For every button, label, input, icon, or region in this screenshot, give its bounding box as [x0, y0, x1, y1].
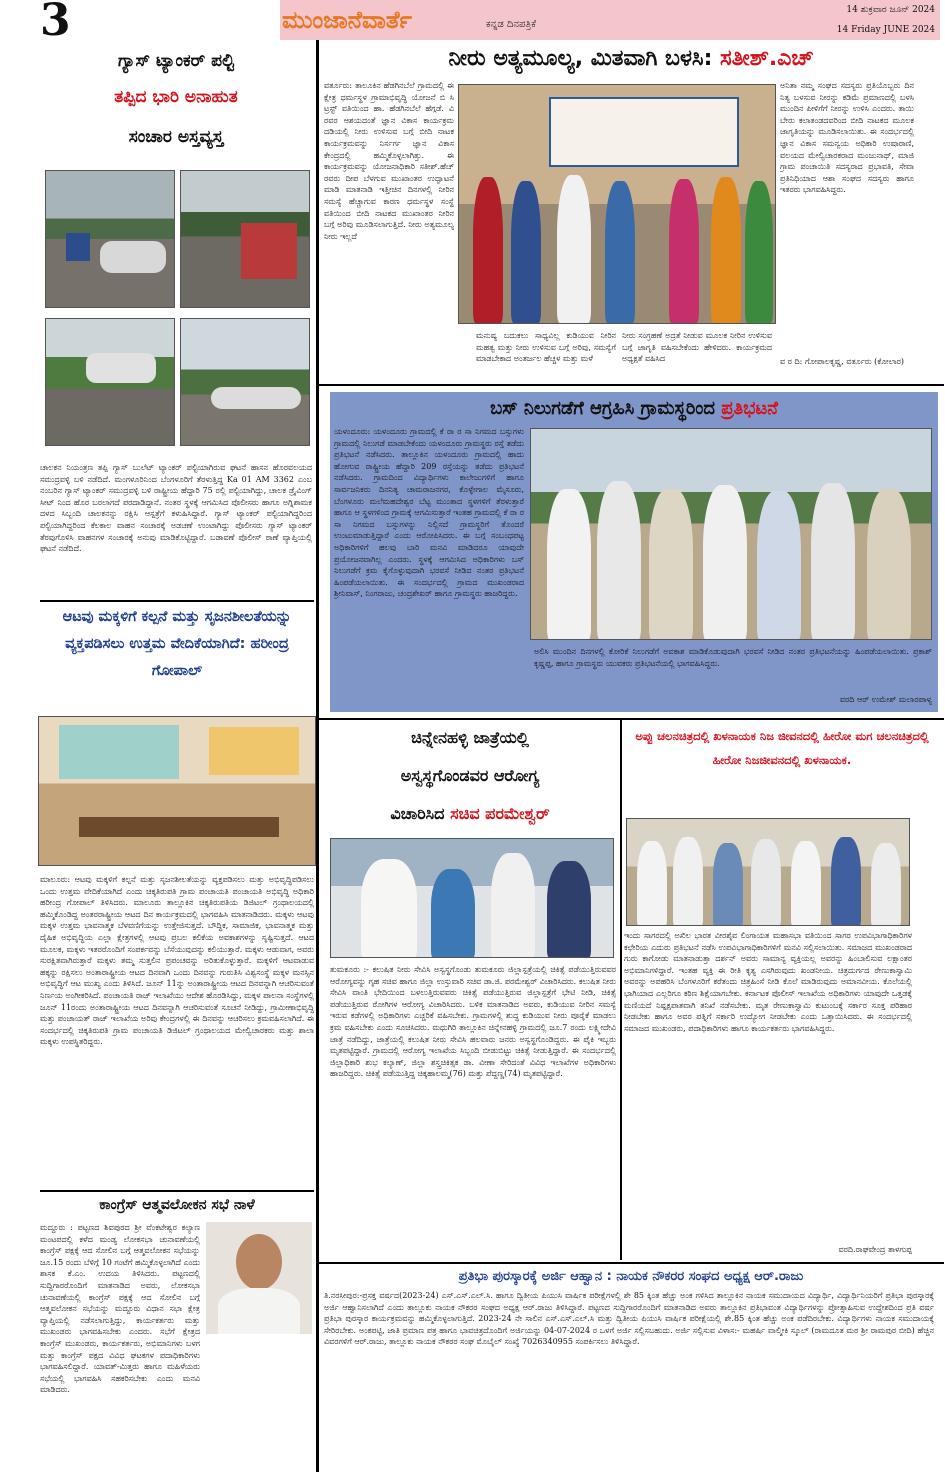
- minister-headline-2: ಅಸ್ವಸ್ಥಗೊಂಡವರ ಆರೋಗ್ಯ: [400, 766, 540, 785]
- person-shape: [703, 485, 747, 640]
- truck-shape: [66, 233, 90, 261]
- children-photo: [38, 716, 316, 866]
- bullet-tank-shape: [211, 387, 301, 409]
- children-headline: ಆಟವು ಮಕ್ಕಳಿಗೆ ಕಲ್ಪನೆ ಮತ್ತು ಸೃಜನಶೀಲತೆಯನ್ನು ವ್ಯಕ್ತಪಡಿಸಲು ಉತ್ತಮ ವೇದಿಕೆಯಾಗಿದೆ: ಹರೀಂದ್ರ ಗೋಪಾಲ್: [62, 609, 292, 679]
- column-divider: [316, 40, 319, 1472]
- divider: [318, 1262, 944, 1264]
- divider: [40, 1190, 314, 1192]
- person-shape: [597, 481, 641, 640]
- person-shape: [557, 175, 591, 323]
- divider: [318, 384, 944, 386]
- water-headline-black: ನೀರು ಅತ್ಯಮೂಲ್ಯ, ಮಿತವಾಗಿ ಬಳಸಿ:: [448, 46, 713, 71]
- column-divider: [620, 720, 622, 1260]
- appu-headline: ಅಪ್ಪು ಚಲನಚಿತ್ರದಲ್ಲಿ ಖಳನಾಯಕ ನಿಜ ಜೀವನದಲ್ಲಿ ಹೀರೋ ಮಗ ಚಲನಚಿತ್ರದಲ್ಲಿ ಹೀರೋ ನಿಜಜೀವನದಲ್ಲಿ ಖಳನಾಯಕ.: [635, 729, 929, 767]
- tanker-cab-shape: [241, 223, 297, 279]
- table-shape: [79, 817, 279, 837]
- portrait-head: [236, 1234, 282, 1290]
- water-headline: [322, 40, 940, 78]
- person-shape: [431, 869, 475, 958]
- person-shape: [871, 843, 901, 926]
- person-shape: [637, 841, 667, 926]
- page-number: 3: [40, 0, 71, 42]
- mural-shape-2: [209, 727, 299, 775]
- person-shape: [751, 839, 781, 926]
- children-body: ಮಾಲೂರು: ಆಟವು ಮಕ್ಕಳಿಗೆ ಕಲ್ಪನೆ ಮತ್ತು ಸೃಜನಶೀಲತೆಯನ್ನು ವ್ಯಕ್ತಪಡಿಸಲು ಮತ್ತು ಅಭಿವೃದ್ಧಿಪಡಿಸಲು ಒಂದು ಉತ್ತಮ ವೇದಿಕೆಯಾಗಿದೆ ಎಂದು ಚಿಕ್ಕತಿರುಪತಿ ಗ್ರಾಮ ಪಂಚಾಯತಿ ಪಂಚಾಯತಿ ಅಭಿವೃದ್ಧಿ ಅಧಿಕಾರಿ ಹರೀಂದ್ರ ಗೋಪಾಲ್ ತಿಳಿಸಿದರು. ಮಾಲೂರು ತಾಲ್ಲೂಕಿನ ಚಿಕ್ಕತಿರುಪತಿಯ ಡಿಜಿಟಲ್ ಗ್ರಂಥಾಲಯದಲ್ಲಿ ಹಮ್ಮಿಕೊಂಡಿದ್ದ ಅಂತರರಾಷ್ಟ್ರೀಯ ಆಟದ ದಿನ ಕಾರ್ಯಕ್ರಮದಲ್ಲಿ ಭಾಗವಹಿಸಿ ಮಾತನಾಡಿದರು. ಮಕ್ಕಳು ಆಟವು ಮಕ್ಕಳ ಉತ್ತಮ ಭಾವನಾತ್ಮಕ ಬೆಳವಣಿಗೆಯನ್ನು ಉತ್ತೇಜಿಸುತ್ತದೆ. ಬೌದ್ಧಿಕ, ಸಾಮಾಜಿಕ, ಭಾವನಾತ್ಮಕ ಮತ್ತು ದೈಹಿಕ ಅಭಿವೃದ್ಧಿಯ ಎಲ್ಲಾ ಕ್ಷೇತ್ರಗಳಲ್ಲಿ ಆಟವು ಪ್ರಬಲ ಕಲಿಕೆಯ ಅವಕಾಶಗಳನ್ನು ಸೃಷ್ಟಿಸುತ್ತದೆ. ಆಟದ ಮೂಲಕ, ಮಕ್ಕಳು ಇತರರೊಂದಿಗೆ ಸಂಪರ್ಕವನ್ನು ಬೆಸೆಯುವುದನ್ನು ಕಲಿಯುತ್ತಾರೆ. ಮಕ್ಕಳು ಆಡುವಾಗ, ಅವರು ಸುರಕ್ಷಿತವಾಗಿರುತ್ತಾರೆ ಮಕ್ಕಳು ತಮ್ಮ ಸುತ್ತಲಿನ ಪ್ರಪಂಚವನ್ನು ಅರಿತುಕೊಳ್ಳುತ್ತಾರೆ. ಮಕ್ಕಳಿಗೆ ಆಟವಾಡುವ ಹಕ್ಕನ್ನು ರಕ್ಷಿಸಲು ಅಂತಾರಾಷ್ಟ್ರೀಯ ಆಟದ ದಿನವಾಗಿ ಒಂದು ದಿನವನ್ನು ಗುರುತಿಸಿ ವಿಶ್ವಸಂಸ್ಥೆ ಮಕ್ಕಳ ಮನಸ್ಸಿನ ಅಭಿವೃದ್ಧಿಗೆ ಆಟ ಮುಖ್ಯ ಎಂದು ತಿಳಿಸಿದೆ. ಜೂನ್ 11ನ್ನು ಅಂತಾರಾಷ್ಟ್ರೀಯ ಆಟದ ದಿನವನ್ನಾಗಿ ಆಚರಿಸುವಂತೆ ನಿರ್ಣಯ ಅಂಗೀಕರಿಸಿದೆ. ಪಂಚಾಯತಿ ರಾಜ್ ಇಲಾಖೆಯು ಆದೇಶ ಹೊರಡಿಸಿದ್ದು, ಮಕ್ಕಳ ಪಾಲನಾ ಸಂಸ್ಥೆಗಳಲ್ಲಿ ಜೂನ್ 11ರಂದು ಅಂತಾರಾಷ್ಟ್ರೀಯ ಆಟದ ದಿನವನ್ನಾಗಿ ಆಚರಿಸುವಂತೆ ಸೂಚನೆ ನೀಡಿದ್ದು, ಗ್ರಾಮೀಣಾಭಿವೃದ್ಧಿ ಮತ್ತು ಪಂಚಾಯತ್ ರಾಜ್ ಇಲಾಖೆಯ ಅರಿವು ಕೇಂದ್ರಗಳಲ್ಲಿ ಈ ದಿನವನ್ನು ಆಚರಿಸಲು ಕ್ರಮವಹಿಸಲಾಗಿದೆ. ಈ ಸಂದರ್ಭದಲ್ಲಿ ಚಿಕ್ಕತಿರುಪತಿ ಗ್ರಾಮ ಪಂಚಾಯತಿ ಡಿಜಿಟಲ್ ಗ್ರಂಥಾಲಯದ ಮೇಲ್ವಿಚಾರಕರು ಮತ್ತು ಶಾಲಾ ಮಕ್ಕಳು ಉಪಸ್ಥಿತರಿದ್ದರು.: [40, 875, 314, 1047]
- masthead-tag: ಕನ್ನಡ ದಿನಪತ್ರಿಕೆ: [486, 19, 537, 30]
- person-shape: [713, 843, 743, 926]
- bus-body-bottom: ಅಲಿಸಿ ಮುಂದಿನ ದಿನಗಳಲ್ಲಿ ಕೋರಿಕೆ ನಿಲುಗಡೆಗೆ ಅವಕಾಶ ಮಾಡಿಕೊಡುವುದಾಗಿ ಭರವಸೆ ನೀಡಿದ ನಂತರ ಪ್ರತಿಭಟನೆಯನ್ನು ಹಿಂಪಡೆಯಲಾಯಿತು. ಪ್ರಕಾಶ್ ಕೃಷ್ಣಪ್ಪ, ಹಾಗೂ ಗ್ರಾಮಸ್ಥರು ಯುವಕರು ಪ್ರತಿಭಟನೆಯಲ್ಲಿ ಭಾಗವಹಿಸಿದ್ದರು.: [534, 647, 932, 668]
- minister-headline-1: ಚಿನ್ನೇನಹಳ್ಳಿ ಜಾತ್ರೆಯಲ್ಲಿ: [411, 728, 529, 747]
- water-headline-red: ಸತೀಶ್.ಎಚ್: [720, 46, 814, 71]
- gas-tanker-headline-1: ಗ್ಯಾಸ್ ಟ್ಯಾಂಕರ್ ಪಲ್ಟಿ: [117, 51, 235, 71]
- person-shape: [791, 841, 821, 926]
- divider: [318, 718, 944, 720]
- tanker-photo-2: [180, 170, 310, 308]
- minister-photo: [330, 838, 614, 958]
- appu-byline: ವರದಿ.ರಾಘವೇಂದ್ರ ತಾಳಗುಪ್ಪ: [838, 1245, 912, 1254]
- person-shape: [473, 177, 503, 323]
- divider: [40, 600, 314, 602]
- bus-byline: ವರದಿ ಆರ್ ಉಮೇಶ್ ಮಲಾರಪಾಳ್ಯ: [839, 695, 932, 704]
- banner-shape: [549, 97, 739, 167]
- water-byline: ವ ರ ದಿ: ಗೋಪಾಲಕೃಷ್ಣ, ವರ್ತೂರು (ಕೋಲಾರ): [780, 357, 904, 366]
- minister-headline-3-black: ವಿಚಾರಿಸಿದ: [390, 804, 445, 823]
- masthead-title: ಮುಂಜಾನೆವಾರ್ತೆ: [282, 6, 412, 34]
- person-shape: [711, 177, 741, 323]
- overturned-tanker-shape: [86, 353, 156, 383]
- gas-tanker-headline-3: ಸಂಚಾರ ಅಸ್ತವ್ಯಸ್ತ: [128, 127, 224, 147]
- person-shape: [757, 491, 801, 640]
- tanker-photo-3: [45, 318, 175, 446]
- person-shape: [867, 489, 911, 640]
- portrait-body: [218, 1288, 300, 1334]
- bus-headline-black: ಬಸ್ ನಿಲುಗಡೆಗೆ ಆಗ್ರಹಿಸಿ ಗ್ರಾಮಸ್ಥರಿಂದ: [490, 398, 715, 419]
- congress-body-upper: ಮದ್ದೂರು : ಪಟ್ಟಣದ ಶಿವಪುರದ ಶ್ರೀ ವೆಂಕಟೇಶ್ವರ ಕಲ್ಯಾಣ ಮಂಟಪದಲ್ಲಿ ಕಳೆದ ಮಂಡ್ಯ ಲೋಕಸಭಾ ಚುನಾವಣೆಯಲ್ಲಿ ಕಾಂಗ್ರೆಸ್ ಪಕ್ಷಕ್ಕೆ ಆದ ಸೋಲಿನ ಬಗ್ಗೆ ಆತ್ಮವಲೋಕನ ಸಭೆಯನ್ನು ಜೂ.15 ರಂದು ಬೆಳಿಗ್ಗೆ 10 ಗಂಟೆಗೆ ಹಮ್ಮಿಕೊಳ್ಳಲಾಗಿದೆ ಎಂದು ಶಾಸಕ ಕೆ.ಎಂ. ಉದಯ ತಿಳಿಸಿದರು. ಪಟ್ಟಣದಲ್ಲಿ ಸುದ್ದಿಗಾರರೊಂದಿಗೆ ಮಾತನಾಡಿದ ಅವರು, ಲೋಕಸಭಾ ಚುನಾವಣೆಯಲ್ಲಿ ಕಾಂಗ್ರೆಸ್ ಪಕ್ಷಕ್ಕೆ ಆದ ಸೋಲಿನ ಬಗ್ಗೆ ಆತ್ಮವಲೋಕನ ಸಭೆಯನ್ನು ಮದ್ದೂರು ವಿಧಾನ ಸಭಾ ಕ್ಷೇತ್ರ ವ್ಯಾಪ್ತಿಯಲ್ಲಿ ನಡೆಸಲಾಗುತ್ತಿದ್ದು, ಕಾರ್ಯಕರ್ತರು ಮತ್ತು ಮುಖಂಡರು ಭಾಗವಹಿಸಬೇಕು ಎಂದರು. ಸಭೆಗೆ ಕ್ಷೇತ್ರದ ಕಾಂಗ್ರೆಸ್ ಮುಖಂಡರು, ಕಾರ್ಯಕರ್ತರು, ಅಭಿಮಾನಿಗಳು ಬಳಗ ಮತ್ತು ಕಾಂಗ್ರೆಸ್ ಪಕ್ಷದ ವಿವಿಧ ಘಟಕಗಳ ಪದಾಧಿಕಾರಿಗಳು ಭಾಗವಹಿಸಲಿದ್ದಾರೆ. ಯಾವತ್-ಮಿತ್ತರು ಹಾಗೂ ಮಹಿಳೆಯರು ಸಭೆಯಲ್ಲಿ ಭಾಗವಹಿಸಿ ಸಹಕರಿಸಬೇಕು ಎಂದು ಮನವಿ ಮಾಡಿದರು.: [40, 1223, 200, 1395]
- tanker-shape: [100, 241, 166, 273]
- person-shape: [491, 853, 535, 958]
- person-shape: [605, 181, 635, 323]
- congress-portrait: [206, 1222, 312, 1334]
- person-shape: [649, 489, 693, 640]
- water-right-col: ಅನಿತಾ ನಮ್ಮ ಸಂಘದ ಸದಸ್ಯರು ಪ್ರತಿಯೊಬ್ಬರು ದಿನ ನಿತ್ಯ ಬಳಸುವ ನೀರನ್ನು ಕಡಿಮೆ ಪ್ರಮಾಣದಲ್ಲಿ ಬಳಸಿ ಮುಂದಿನ ಪೀಳಿಗೆಗೆ ನೀರನ್ನು ಉಳಿಸಿ ಎಂದರು. ತಾಯಿ ಬೇರು ಕಲಾತಂಡದವರಿಂದ ಬೀದಿ ನಾಟಕದ ಮೂಲಕ ಜಾಗೃತಿಯನ್ನು ಮೂಡಿಸಲಾಯಿತು. ಈ ಸಂದರ್ಭದಲ್ಲಿ ಜ್ಞಾನ ವಿಕಾಸ ಸಮನ್ವಯ ಅಧಿಕಾರಿ ಉಷಾರಾಣಿ, ವಲಯದ ಮೇಲ್ವಿಚಾರಕರಾದ ಮಂಜುನಾಥ್, ಮಾಜಿ ಗ್ರಾಮ ಪಂಚಾಯಿತಿ ಸದಸ್ಯರಾದ ಪ್ರಭಾವತಿ, ಸೇವಾ ಪ್ರತಿನಿಧಿಯಾದ ಆಶಾ ಸಂಘದ ಸದಸ್ಯರು ಹಾಗೂ ಇತರರು ಭಾಗವಹಿಸಿದ್ದರು.: [780, 81, 914, 195]
- congress-headline: ಕಾಂಗ್ರೆಸ್ ಆತ್ಮವಲೋಕನ ಸಭೆ ನಾಳೆ: [99, 1197, 255, 1213]
- person-shape: [831, 837, 861, 926]
- masthead-date-kannada: 14 ಶುಕ್ರವಾರ ಜೂನ್ 2024: [846, 5, 935, 15]
- person-shape: [361, 859, 417, 958]
- pratibha-headline: ಪ್ರತಿಭಾ ಪುರಸ್ಕಾರಕ್ಕೆ ಅರ್ಜಿ ಆಹ್ವಾನ : ನಾಯಕ ನೌಕರರ ಸಂಘದ ಅಧ್ಯಕ್ಷ ಆರ್.ರಾಜು: [458, 1269, 804, 1284]
- person-shape: [511, 181, 541, 323]
- water-col1: ವರ್ತೂರು: ತಾಲೂಕಿನ ಹೆಡಗಿನಬೆಲೆ ಗ್ರಾಮದಲ್ಲಿ ಈ ಕ್ಷೇತ್ರ ಧರ್ಮಸ್ಥಳ ಗ್ರಾಮಾಭಿವೃದ್ಧಿ ಯೋಜನೆ ಬಿ ಸಿ ಟ್ರಸ್ಟ್ ವತಿಯಿಂದ ಹಾ. ಹೆಡಗಿನಬೆಲೆ ಹೆಗ್ಗಡೆ. ವಿ ರವರ ಆಶಯದಂತೆ ಜ್ಞಾನ ವಿಕಾಸ ಕಾರ್ಯಕ್ರಮ ದಡಿಯಲ್ಲಿ ನೀರು ಉಳಿಸುವ ಬಗ್ಗೆ ಬೀದಿ ನಾಟಕ ಕಾರ್ಯಕ್ರಮವನ್ನು ನಿರ್ಸರ್ಗ ಜ್ಞಾನ ವಿಕಾಸ ಕೇಂದ್ರದಲ್ಲಿ ಹಮ್ಮಿಕೊಳ್ಳಲಾಗಿತ್ತು. ಈ ಕಾರ್ಯಕ್ರಮವನ್ನು ಯೋಜನಾಧಿಕಾರಿ ಸತೀಶ್.ಹೆಚ್ ರವರು ದೀಪ ಬೆಳಗುವ ಮುಖಾಂತರ ಉದ್ಘಾಟನೆ ಮಾಡಿ ಮಾತನಾಡಿ ಇತ್ತೀಚಿನ ದಿನಗಳಲ್ಲಿ ನೀರಿನ ಸಮಸ್ಯೆ ಹೆಚ್ಚಾಗುವ ಕಾರಣ ಧರ್ಮಸ್ಥಳ ಸಂಸ್ಥೆ ವತಿಯಿಂದ ಬೀದಿ ನಾಟಕದ ಮುಖಾಂತರ ನೀರಿನ ಬಗ್ಗೆ ಅರಿವು ಮೂಡಿಸಲಾಗುತ್ತಿದೆ. ನೀರು ಅತ್ಯಮೂಲ್ಯ ನೀರು ಇಲ್ಲದೆ: [324, 81, 454, 241]
- minister-headline-3-red: ಸಚಿವ ಪರಮೇಶ್ವರ್: [450, 804, 550, 823]
- gas-tanker-body: ಚಾಲಕನ ನಿಯಂತ್ರಣ ತಪ್ಪಿ ಗ್ಯಾಸ್ ಬುಲೆಟ್ ಟ್ಯಾಂಕರ್ ಪಲ್ಟಿಯಾಗಿರುವ ಘಟನೆ ಹಾಸನ ಹೊರವಲಯದ ಸಮುದ್ರವಳ್ಳಿ ಬಳಿ ನಡೆದಿದೆ. ಮಂಗಳೂರಿನಿಂದ ಬೆಂಗಳೂರಿಗೆ ತೆರಳುತ್ತಿದ್ದ Ka 01 AM 3362 ಎಂಬ ನಂಬರಿನ ಗ್ಯಾಸ್ ಟ್ಯಾಂಕರ್ ಸಮುದ್ರವಳ್ಳಿ ಬಳಿ ರಾಷ್ಟ್ರೀಯ ಹೆದ್ದಾರಿ 75 ರಲ್ಲಿ ಪಲ್ಟಿಯಾಗಿದ್ದು, ಚಾಲಕ ಡ್ರೈವಿಂಗ್ ಸೀಟ್ ನಿಂದ ಹೊರ ಬರಲಾಗದೆ ಪರದಾಡಿದ್ದಾನೆ. ನಂತರ ಸ್ಥಳಕ್ಕೆ ಆಗಮಿಸಿದ ಪೊಲೀಸರು ಹಾಗೂ ಅಗ್ನಿಶಾಮಕ ದಳದ ಸಿಬ್ಬಂದಿ ಚಾಲಕನನ್ನು ರಕ್ಷಿಸಿ ಆಸ್ಪತ್ರೆಗೆ ಕಳುಹಿಸಿದ್ದಾರೆ. ಗ್ಯಾಸ್ ಟ್ಯಾಂಕರ್ ಪಲ್ಟಿಯಾಗಿದ್ದರಿಂದ ಪಲ್ಟಿಯಾಗಿದ್ದರಿಂದ ಕೆಲಕಾಲ ವಾಹನ ಸಂಚಾರಕ್ಕೆ ಅಡಚಣೆ ಉಂಟಾಗಿದ್ದು ಪೊಲೀಸರು ಗ್ಯಾಸ್ ಟ್ಯಾಂಕರ್ ತೆರವುಗೊಳಿಸಿ ವಾಹನಗಳ ಸಂಚಾರಕ್ಕೆ ಅನುವು ಮಾಡಿಕೊಟ್ಟಿದ್ದಾರೆ. ಬಡಾವಣೆ ಪೊಲೀಸ್ ಠಾಣೆ ವ್ಯಾಪ್ತಿಯಲ್ಲಿ ಘಟನೆ ನಡೆದಿದೆ.: [40, 463, 312, 554]
- minister-headline-3: [324, 800, 616, 828]
- tanker-photo-1: [45, 170, 175, 308]
- water-col2: ಮನುಷ್ಯ ಬದುಕಲು ಸಾಧ್ಯವಿಲ್ಲ ಕುಡಿಯುವ ನೀರಿನ ಮಹತ್ವ ಮತ್ತು ನೀರು ಉಳಿಸುವ ಬಗ್ಗೆ ಅರಿವು, ಸಮಸ್ಯೆಗೆ ಮಾಡಬೇಕಾದ ಅಂತರ್ಜಲ ಹೆಚ್ಚಳ ಮತ್ತು ಮಳೆ: [476, 331, 616, 364]
- person-shape: [745, 181, 773, 323]
- bus-headline: [334, 394, 934, 424]
- masthead-date-english: 14 Friday JUNE 2024: [836, 25, 935, 35]
- person-shape: [673, 837, 703, 926]
- person-shape: [547, 861, 591, 958]
- bus-body-left: ಯಳಂದೂರು: ಯಳಂದೂರು ಗ್ರಾಮದಲ್ಲಿ ಕೆ ರಾ ರ ಸಾ ನಿಗಮದ ಬಸ್ಸುಗಳು ಗ್ರಾಮದಲ್ಲಿ ನಿಲುಗಡೆ ಮಾಡಬೇಕೆಂದು ಯಳಂದೂರು ಗ್ರಾಮಸ್ಥರು ರಸ್ತೆ ತಡೆದು ಪ್ರತಿಭಟನೆ ನಡೆಸಿದರು. ತಾಲ್ಲೂಕಿನ ಯಳಂದೂರು ಗ್ರಾಮದಲ್ಲಿ ಹಾದು ಹೋಗುವ ರಾಷ್ಟ್ರೀಯ ಹೆದ್ದಾರಿ 209 ರಸ್ತೆಯನ್ನು ತಡೆದು ಪ್ರತಿಭಟನೆ ನಡೆಸಿದರು. ಗ್ರಾಮದಿಂದ ವಿದ್ಯಾರ್ಥಿಗಳು ಕಾಲೇಜುಗಳಿಗೆ ಹಾಗೂ ಸಾರ್ವಜನಿಕರು ದಿನನಿತ್ಯ ಚಾಮರಾಜನಗರ, ಕೊಳ್ಳೇಗಾಲ ಮೈಸೂರು, ಬೆಂಗಳೂರು ಮಲೆಮಹದೇಶ್ವರ ಬೆಟ್ಟ ಮುಂತಾದ ಸ್ಥಳಗಳಿಗೆ ತೆರಳುತ್ತಾರೆ ಹಾಗೂ ಆ ಸ್ಥಳಗಳಿಂದ ಗ್ರಾಮಕ್ಕೆ ಆಗಮಿಸುತ್ತಾರೆ ಇಂತಹ ಗ್ರಾಮದಲ್ಲಿ ಕೆ ರಾ ರ ಸಾ ನಿಗಮದ ಬಸ್ಸುಗಳನ್ನು ನಿಲ್ಲಿಸದೆ ಗ್ರಾಮಸ್ಥರಿಗೆ ತೊಂದರೆ ಉಂಟುಮಾಡುತ್ತಿದ್ದಾರೆ ಎಂದು ಆರೋಪಿಸಿದರು. ಈ ಬಗ್ಗೆ ಸಂಬಂಧಪಟ್ಟ ಅಧಿಕಾರಿಗಳಿಗೆ ಹಲವು ಬಾರಿ ಮನವಿ ಮಾಡಿದರೂ ಯಾವುದೇ ಪ್ರಯೋಜನವಾಗಿಲ್ಲ ಎಂದರು. ಸ್ಥಳಕ್ಕೆ ಆಗಮಿಸಿದ ಅಧಿಕಾರಿಗಳು ಬಸ್ ನಿಲುಗಡೆಗೆ ಕ್ರಮ ಕೈಗೊಳ್ಳುವುದಾಗಿ ಭರವಸೆ ನೀಡಿದ ನಂತರ ಪ್ರತಿಭಟನೆ ಹಿಂಪಡೆಯಲಾಯಿತು. ಈ ಸಂದರ್ಭದಲ್ಲಿ ಗ್ರಾಮದ ಮುಖಂಡರಾದ ಶ್ರೀನಿವಾಸ್, ನಿಂಗರಾಜು, ಚಂದ್ರಶೇಖರ್ ಹಾಗೂ ಗ್ರಾಮಸ್ಥರು ಹಾಜರಿದ್ದರು.: [334, 427, 524, 599]
- tanker-photo-4: [180, 318, 310, 446]
- person-shape: [547, 489, 591, 640]
- gas-tanker-headline-2: ತಪ್ಪಿದ ಭಾರಿ ಅನಾಹುತ: [114, 87, 238, 107]
- person-shape: [669, 179, 699, 323]
- person-shape: [811, 483, 855, 640]
- pratibha-body: ತಿ.ನರಸೀಪುರ:-ಪ್ರಸಕ್ತ ವರ್ಷದ(2023-24) ಎಸ್.ಎಸ್.ಎಲ್.ಸಿ. ಹಾಗೂ ದ್ವಿತೀಯ ಪಿಯುಸಿ ವಾರ್ಷಿಕ ಪರೀಕ್ಷೆಗಳಲ್ಲಿ ಶೇ 85 ಕ್ಕಿಂತ ಹೆಚ್ಚು ಅಂಕ ಗಳಿಸಿದ ತಾಲ್ಲೂಕಿನ ನಾಯಕ ಸಮುದಾಯದ ವಿದ್ಯಾರ್ಥಿ, ವಿದ್ಯಾರ್ಥಿನಿಯರಿಗೆ ಪ್ರತಿಭಾ ಪುರಸ್ಕಾರಕ್ಕೆ ಅರ್ಜಿ ಆಹ್ವಾನಿಸಲಾಗಿದೆ ಎಂದು ತಾಲ್ಲೂಕು ನಾಯಕ ನೌಕರರ ಸಂಘದ ಅಧ್ಯಕ್ಷ ಆರ್.ರಾಜು ತಿಳಿಸಿದ್ದಾರೆ. ಪಟ್ಟಣದ ಸುದ್ದಿಗಾರರೊಂದಿಗೆ ಮಾತನಾಡಿದ ಅವರು ತಾಲ್ಲೂಕಿನ ಪ್ರತಿಭಾವಂತ ವಿದ್ಯಾರ್ಥಿಗಳನ್ನು ಪ್ರೋತ್ಸಾಹಿಸುವ ಉದ್ದೇಶದಿಂದ ಪ್ರತಿ ವರ್ಷ ಪ್ರತಿಭಾ ಪುರಸ್ಕಾರ ಕಾರ್ಯಕ್ರಮವನ್ನು ಹಮ್ಮಿಕೊಳ್ಳಲಾಗುತ್ತಿದೆ. 2023-24 ನೇ ಸಾಲಿನ ಎಸ್.ಎಸ್.ಎಲ್.ಸಿ ಮತ್ತು ದ್ವಿತೀಯ ಪಿಯುಸಿ ವಾರ್ಷಿಕ ಪರೀಕ್ಷೆಯಲ್ಲಿ ಶೇ.85 ಕ್ಕಿಂತ ಹೆಚ್ಚು ಅಂಕ ಪಡೆದಿರಬೇಕು. ವಿದ್ಯಾರ್ಥಿಗಳು ನಾಯಕ ಸಮುದಾಯಕ್ಕೆ ಸೇರಿರಬೇಕು. ಅಂಕಪಟ್ಟಿ, ಜಾತಿ ಪ್ರಮಾಣ ಪತ್ರ ಹಾಗೂ ಭಾವಚಿತ್ರದೊಂದಿಗೆ ಅರ್ಜಿಯನ್ನು 04-07-2024 ರ ಒಳಗೆ ಅರ್ಜಿ ಸಲ್ಲಿಸಬಹುದು. ಅರ್ಜಿ ಸಲ್ಲಿಸುವ ವಿಳಾಸ:- ಮಹರ್ಷಿ ವಾಲ್ಮೀಕಿ ಸ್ಕೂಲ್ (ರಾಮದೂತ ಮಠ ಶ್ರೀ ರಾಮಪುರ ಬೀದಿ) ಹೆಚ್ಚಿನ ವಿವರಗಳಿಗೆ ಆರ್.ರಾಜು, ತಾಲ್ಲೂಕು ನಾಯಕ ನೌಕರರ ಸಂಘ ಮೊಬೈಲ್ ಸಂಖ್ಯೆ 7026340955 ಸಂಪರ್ಕಿಸಲು ತಿಳಿಸಿದ್ದಾರೆ.: [324, 1291, 934, 1347]
- mural-shape: [59, 725, 179, 779]
- bus-headline-red: ಪ್ರತಿಭಟನೆ: [721, 398, 778, 419]
- minister-body: ತುಮಕೂರು :- ಕಲುಷಿತ ನೀರು ಸೇವಿಸಿ ಅಸ್ವಸ್ಥಗೊಂಡು ತುಮಕೂರು ಜಿಲ್ಲಾಸ್ಪತ್ರೆಯಲ್ಲಿ ಚಿಕಿತ್ಸೆ ಪಡೆಯುತ್ತಿರುವವರ ಆರೋಗ್ಯವನ್ನು ಗೃಹ ಸಚಿವ ಹಾಗೂ ಜಿಲ್ಲಾ ಉಸ್ತುವಾರಿ ಸಚಿವ ಡಾ.ಜಿ. ಪರಮೇಶ್ವರ್ ವಿಚಾರಿಸಿದರು. ಕಲುಷಿತ ನೀರು ಸೇವಿಸಿ ವಾಂತಿ ಭೇದಿಯಿಂದ ಬಳಲುತ್ತಿರುವವರು ಚಿಕಿತ್ಸೆ ಪಡೆಯುತ್ತಿರುವ ಜಿಲ್ಲಾಸ್ಪತ್ರೆಗೆ ಭೇಟಿ ನೀಡಿ, ಚಿಕಿತ್ಸೆ ಪಡೆಯುತ್ತಿರುವ ರೋಗಿಗಳ ಆರೋಗ್ಯ ವಿಚಾರಿಸಿದರು. ಬಳಿಕ ಮಾತನಾಡಿದ ಅವರು, ಕುಡಿಯುವ ನೀರಿನ ಸಮಸ್ಯೆ ಇರುವ ಕಡೆಗಳಲ್ಲಿ ಅಧಿಕಾರಿಗಳು ಎಚ್ಚರಿಕೆ ವಹಿಸಬೇಕು. ಗ್ರಾಮಗಳಲ್ಲಿ ಶುದ್ಧ ಕುಡಿಯುವ ನೀರು ಪೂರೈಕೆ ಮಾಡಲು ಕ್ರಮ ವಹಿಸಬೇಕು ಎಂದು ಸೂಚಿಸಿದರು. ಮಧುಗಿರಿ ತಾಲ್ಲೂಕಿನ ಚಿನ್ನೇನಹಳ್ಳಿ ಗ್ರಾಮದಲ್ಲಿ ಜೂ.7 ರಂದು ಲಕ್ಷ್ಮೀದೇವಿ ಜಾತ್ರೆ ನಡೆದಿದ್ದು, ಜಾತ್ರೆಯಲ್ಲಿ ಕಲುಷಿತ ನೀರು ಸೇವಿಸಿ ಹಲವಾರು ಜನರು ಅಸ್ವಸ್ಥಗೊಂಡಿದ್ದರು. ಈ ಪೈಕಿ ಇಬ್ಬರು ಮೃತಪಟ್ಟಿದ್ದಾರೆ. ಗ್ರಾಮದಲ್ಲಿ ಆರೋಗ್ಯ ಇಲಾಖೆಯ ಸಿಬ್ಬಂದಿ ಬೀಡುಬಿಟ್ಟು ಚಿಕಿತ್ಸೆ ನೀಡುತ್ತಿದ್ದಾರೆ. ಈ ಸಂದರ್ಭದಲ್ಲಿ ಜಿಲ್ಲಾಧಿಕಾರಿ ಶುಭ ಕಲ್ಯಾಣ್, ಜಿಲ್ಲಾ ಶಸ್ತ್ರಚಿಕಿತ್ಸಕ ಡಾ. ವೀಣಾ ಸೇರಿದಂತೆ ವಿವಿಧ ಇಲಾಖೆಗಳ ಅಧಿಕಾರಿಗಳು ಹಾಜರಿದ್ದರು. ಚಿಕಿತ್ಸೆ ಪಡೆಯುತ್ತಿದ್ದ ಚಿಕ್ಕಹಾಲಮ್ಮ(76) ಮತ್ತು ಪೆದ್ದಣ್ಣ(74) ಮೃತಪಟ್ಟಿದ್ದಾರೆ.: [330, 965, 616, 1079]
- water-col3: ನೀರು ಸಂಗ್ರಹಣೆ ಅದ್ರತೆ ನೀಡುವ ಮೂಲಕ ನೀರಿನ ಉಳಿಸುವ ಬಗ್ಗೆ ಜಾಗೃತಿ ವಹಿಸಬೇಕೆಂದು ಹೇಳಿದರು. ಕಾರ್ಯಕ್ರಮದ ಅಧ್ಯಕ್ಷತೆ ವಹಿಸಿದ: [622, 331, 772, 364]
- appu-body: ಇಂದು ಸಾಗರದಲ್ಲಿ ಅಖಿಲ ಭಾರತ ವೀರಶೈವ ಲಿಂಗಾಯತ ಮಹಾಸಭಾ ವತಿಯಿಂದ ಸಾಗರ ಉಪವಿಭಾಗಾಧಿಕಾರಿಗಳ ಕಛೇರಿಯ ಎದುರು ಪ್ರತಿಭಟನೆ ನಡೆಸಿ ಉಪವಿಭಾಗಾಧಿಕಾರಿಗಳಿಗೆ ಮನವಿ ಸಲ್ಲಿಸಲಾಯಿತು. ಸಮಾಜದ ಮುಖಂಡರಾದ ಗುರು ಕಾಗೋಡು ಮಾತನಾಡುತ್ತಾ ದರ್ಶನ್ ಅವರು ಸಾಮಾನ್ಯ ವ್ಯಕ್ತಿಯಲ್ಲ ಅವರನ್ನು ಹಿಂಬಾಲಿಸುವ ಲಕ್ಷಾಂತರ ಅಭಿಮಾನಿಗಳಿದ್ದಾರೆ. ಇಂತಹ ವ್ಯಕ್ತಿ ಈ ರೀತಿ ಕೃತ್ಯ ಎಸಗಿರುವುದು ಖಂಡನೀಯ. ಚಿತ್ರದುರ್ಗದ ರೇಣುಕಾಸ್ವಾಮಿ ಅವರನ್ನು ಅಪಹರಿಸಿ ಬೆಂಗಳೂರಿಗೆ ಕರೆತಂದು ಚಿತ್ರಹಿಂಸೆ ನೀಡಿ ಕೊಲೆ ಮಾಡಿರುವುದು ಅಮಾನವೀಯ. ಕೊಲೆಯಲ್ಲಿ ಭಾಗಿಯಾದ ಎಲ್ಲರಿಗೂ ಕಠಿಣ ಶಿಕ್ಷೆಯಾಗಬೇಕು. ಕರ್ನಾಟಕ ಪೊಲೀಸ್ ಇಲಾಖೆಯ ಅಧಿಕಾರಿಗಳು ಯಾವುದೇ ಒತ್ತಡಕ್ಕೆ ಮಣಿಯದೆ ನಿಷ್ಪಕ್ಷಪಾತವಾಗಿ ತನಿಖೆ ನಡೆಸಬೇಕು. ಮೃತ ರೇಣುಕಾಸ್ವಾಮಿ ಕುಟುಂಬಕ್ಕೆ ಸರ್ಕಾರ ಸೂಕ್ತ ಪರಿಹಾರ ನೀಡಬೇಕು ಹಾಗೂ ಅವರ ಪತ್ನಿಗೆ ಸರ್ಕಾರಿ ಉದ್ಯೋಗ ನೀಡಬೇಕು ಎಂದು ಒತ್ತಾಯಿಸಿದರು. ಈ ಸಂದರ್ಭದಲ್ಲಿ ಸಮಾಜದ ಮುಖಂಡರು, ಪದಾಧಿಕಾರಿಗಳು ಹಾಗೂ ಕಾರ್ಯಕರ್ತರು ಭಾಗವಹಿಸಿದ್ದರು.: [624, 931, 912, 1033]
- water-photo: [458, 84, 776, 324]
- bus-photo: [530, 428, 932, 640]
- appu-photo: [626, 818, 910, 926]
